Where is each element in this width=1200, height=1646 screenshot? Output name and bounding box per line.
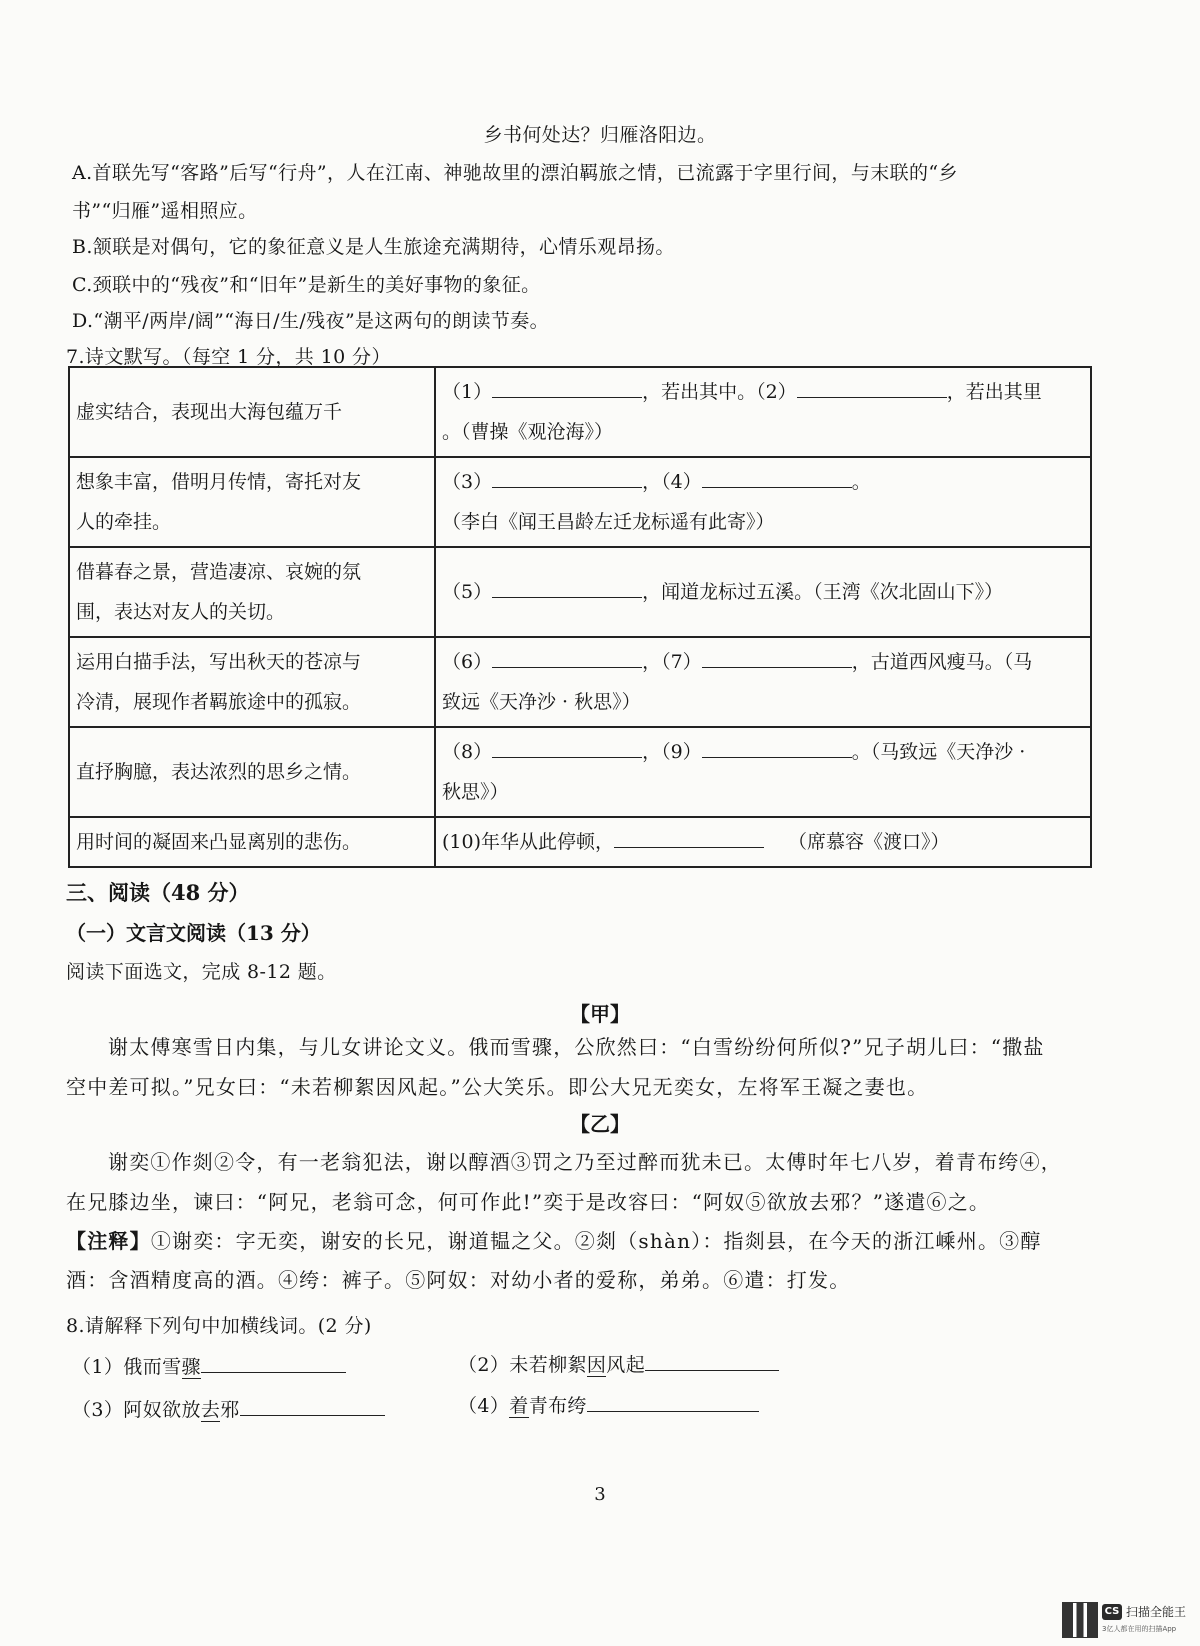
subsection-heading: （一）文言文阅读（13 分） (66, 921, 321, 945)
passage-yi-line1: 谢奕①作剡②令，有一老翁犯法，谢以醇酒③罚之乃至过醉而犹未已。太傅时年七八岁，着青布绔④， (108, 1150, 1062, 1174)
table-row (69, 457, 1091, 547)
requirement-cell: 想象丰富，借明月传情，寄托对友 人的牵挂。 (69, 457, 435, 547)
scanner-name: 扫描全能王 (1126, 1605, 1187, 1619)
q8-item-4: （4）着青布绔 (458, 1391, 759, 1418)
passage-yi-line2: 在兄膝边坐，谏曰：“阿兄，老翁可念，何可作此!”奕于是改容曰：“阿奴⑤欲放去邪？”遂遣⑥之。 (66, 1190, 991, 1214)
table-row (69, 547, 1091, 637)
answer-cell: （6） ，（7） ，古道西风瘦马。（马 致远《天净沙 · 秋思》） (435, 637, 1091, 727)
requirement-cell: 虚实结合，表现出大海包蕴万千 (69, 367, 435, 457)
q8-item-1: （1）俄而雪骤 (72, 1352, 346, 1379)
answer-cell: （5） ，闻道龙标过五溪。（王湾《次北固山下》） (435, 547, 1091, 637)
blank-8[interactable] (492, 739, 642, 758)
blank-10[interactable] (614, 829, 764, 848)
blank-2[interactable] (797, 379, 947, 398)
annotation-line1: 【注释】①谢奕：字无奕，谢安的长兄，谢道韫之父。②剡（shàn）：指剡县，在今天的浙江嵊州。③醇 (66, 1229, 1042, 1253)
requirement-cell: 直抒胸臆，表达浓烈的思乡之情。 (69, 727, 435, 817)
section-heading: 三、阅读（48 分） (66, 880, 250, 905)
answer-blank-4[interactable] (587, 1393, 759, 1412)
scanner-logo: CS (1102, 1604, 1122, 1620)
annotation-line2: 酒：含酒精度高的酒。④绔：裤子。⑤阿奴：对幼小者的爱称，弟弟。⑥遣：打发。 (66, 1268, 851, 1292)
passage-jia-line1: 谢太傅寒雪日内集，与儿女讲论文义。俄而雪骤，公欣然曰：“白雪纷纷何所似?”兄子胡儿曰：“撒盐 (108, 1035, 1045, 1059)
answer-blank-1[interactable] (201, 1354, 346, 1373)
blank-9[interactable] (702, 739, 852, 758)
annotation-label: 【注释】 (66, 1229, 151, 1253)
answer-cell: （3） ，（4） 。 （李白《闻王昌龄左迁龙标遥有此寄》） (435, 457, 1091, 547)
requirement-cell: 运用白描手法，写出秋天的苍凉与 冷清，展现作者羁旅途中的孤寂。 (69, 637, 435, 727)
requirement-cell: 用时间的凝固来凸显离别的悲伤。 (69, 817, 435, 867)
blank-4[interactable] (702, 469, 852, 488)
requirement-cell: 借暮春之景，营造凄凉、哀婉的氛 围，表达对友人的关切。 (69, 547, 435, 637)
poem-last-line: 乡书何处达？归雁洛阳边。 (483, 124, 717, 146)
passage-jia-title: 【甲】 (570, 1002, 630, 1026)
q7-title: 7.诗文默写。（每空 1 分，共 10 分） (66, 346, 391, 368)
blank-1[interactable] (492, 379, 642, 398)
recitation-table (68, 366, 1092, 868)
table-row (69, 817, 1091, 867)
table-row (69, 637, 1091, 727)
reading-instruction: 阅读下面选文，完成 8-12 题。 (66, 961, 337, 983)
blank-3[interactable] (492, 469, 642, 488)
answer-cell: （1） ，若出其中。（2） ，若出其里 。（曹操《观沧海》） (435, 367, 1091, 457)
option-d: D.“潮平/两岸/阔”“海日/生/残夜”是这两句的朗读节奏。 (72, 310, 550, 332)
answer-cell: （8） ，（9） 。（马致远《天净沙 · 秋思》） (435, 727, 1091, 817)
table-row (69, 367, 1091, 457)
q8-item-2: （2）未若柳絮因风起 (458, 1350, 779, 1377)
qr-code-icon (1062, 1602, 1098, 1638)
option-a-line1: A.首联先写“客路”后写“行舟”，人在江南、神驰故里的漂泊羁旅之情，已流露于字里行间，与末联的“乡 (72, 162, 958, 184)
passage-yi-title: 【乙】 (570, 1112, 630, 1136)
answer-blank-3[interactable] (240, 1397, 385, 1416)
passage-jia-line2: 空中差可拟。”兄女曰：“未若柳絮因风起。”公大笑乐。即公大兄无奕女，左将军王凝之妻也。 (66, 1075, 929, 1099)
table-row (69, 727, 1091, 817)
blank-7[interactable] (702, 649, 852, 668)
option-b: B.颔联是对偶句，它的象征意义是人生旅途充满期待，心情乐观昂扬。 (72, 236, 675, 258)
option-a-line2: 书”“归雁”遥相照应。 (72, 200, 258, 222)
q8-item-3: （3）阿奴欲放去邪 (72, 1395, 385, 1422)
blank-6[interactable] (492, 649, 642, 668)
page-number: 3 (594, 1484, 606, 1505)
blank-5[interactable] (492, 579, 642, 598)
scanner-tagline: 3亿人都在用的扫描App (1102, 1625, 1177, 1633)
option-c: C.颈联中的“残夜”和“旧年”是新生的美好事物的象征。 (72, 274, 541, 296)
answer-cell: (10)年华从此停顿， （席慕容《渡口》） (435, 817, 1091, 867)
answer-blank-2[interactable] (645, 1352, 779, 1371)
q8-title: 8.请解释下列句中加横线词。(2 分) (66, 1315, 372, 1337)
